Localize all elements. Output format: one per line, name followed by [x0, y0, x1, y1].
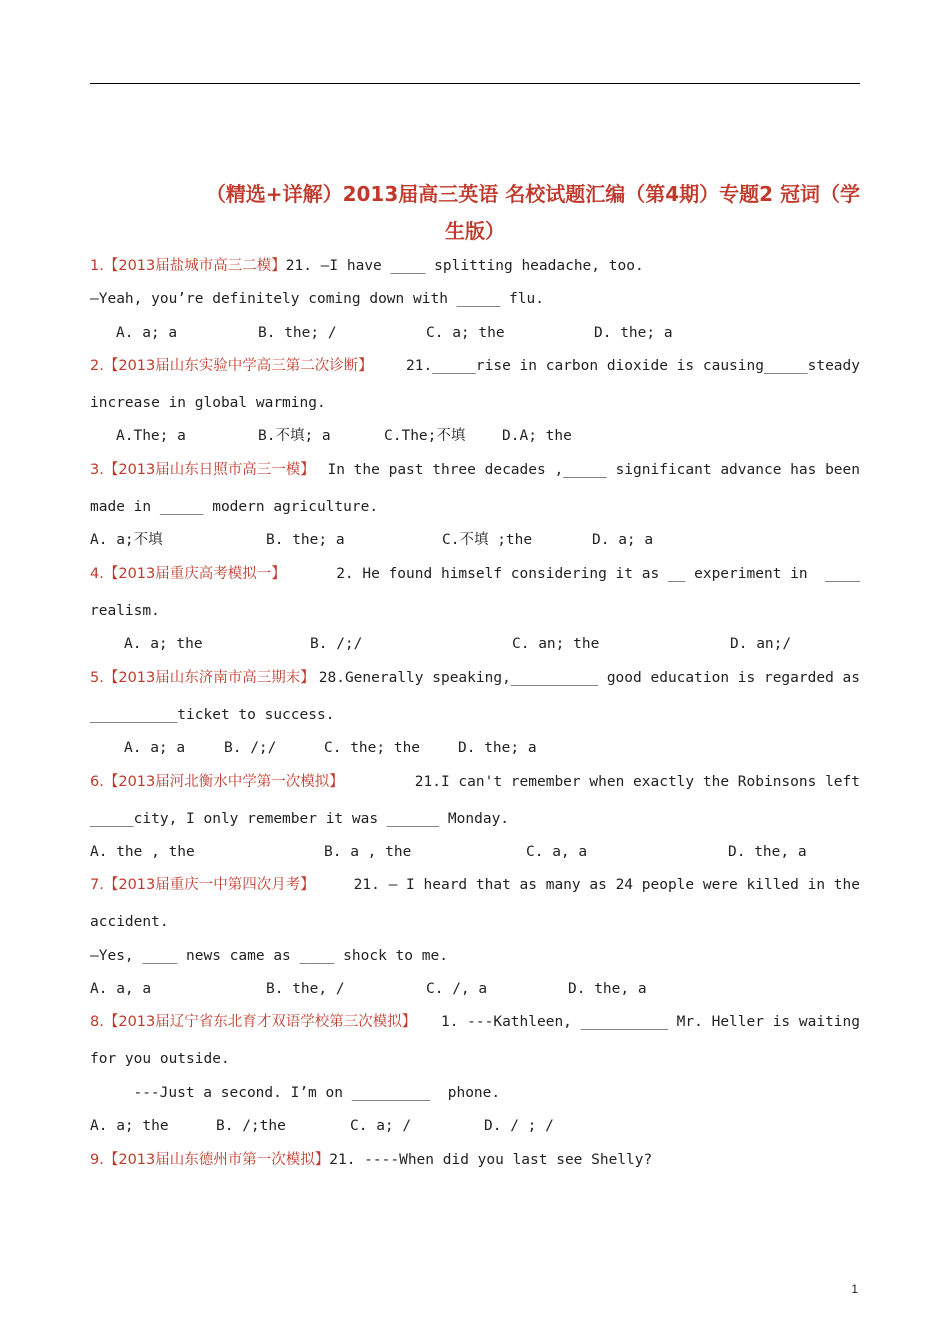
question-number: 8.: [90, 1014, 104, 1030]
question-3-line2: made in _____ modern agriculture.: [90, 499, 379, 515]
option-c: C. /, a: [426, 981, 488, 997]
question-5-line2: __________ticket to success.: [90, 707, 335, 723]
question-number: 5.: [90, 670, 104, 686]
option-b: B. the, /: [266, 981, 345, 997]
page-number: 1: [851, 1282, 858, 1296]
question-7-line3: —Yes, ____ news came as ____ shock to me.: [90, 948, 448, 964]
question-source: 【2013届重庆高考模拟一】: [103, 566, 286, 582]
question-6-stem: [90, 772, 860, 792]
question-source: 【2013届河北衡水中学第一次模拟】: [103, 774, 344, 790]
question-8-stem: [90, 1012, 860, 1032]
question-text: 21._____rise in carbon dioxide is causing_____steady: [406, 358, 860, 374]
option-a: A. a;不填: [90, 532, 163, 548]
question-number: 1.: [90, 258, 104, 274]
option-d: D. the; a: [458, 740, 537, 756]
question-8-line2: for you outside.: [90, 1051, 230, 1067]
option-c: C. a; the: [426, 325, 505, 341]
option-d: D. / ; /: [484, 1118, 554, 1134]
question-number: 6.: [90, 774, 104, 790]
question-text: 2. He found himself considering it as __ experiment in ____: [336, 566, 860, 582]
option-c: C.不填 ;the: [442, 532, 533, 548]
question-text: 21. — I heard that as many as 24 people were killed in the: [353, 877, 860, 893]
option-a: A. a; a: [116, 325, 178, 341]
question-number: 3.: [90, 462, 104, 478]
option-b: B. /;/: [310, 636, 363, 652]
question-text: 21. ----When did you last see Shelly?: [329, 1152, 653, 1168]
question-source: 【2013届辽宁省东北育才双语学校第三次模拟】: [103, 1014, 417, 1030]
option-c: C. a; /: [350, 1118, 412, 1134]
option-c: C.The;不填: [384, 428, 466, 444]
option-b: B.不填; a: [258, 428, 331, 444]
question-1-stem: [90, 256, 860, 276]
page-title-line2: 生版）: [445, 219, 505, 243]
option-d: D. the; a: [594, 325, 673, 341]
question-1-line2: —Yeah, you’re definitely coming down with _____ flu.: [90, 291, 544, 307]
question-6-options: [90, 842, 850, 862]
option-a: A. a; the: [124, 636, 203, 652]
question-7-options: [90, 979, 690, 999]
question-2-options: [116, 426, 676, 446]
option-a: A.The; a: [116, 428, 186, 444]
page-title-line1: （精选+详解）2013届高三英语 名校试题汇编（第4期）专题2 冠词（学: [205, 182, 860, 206]
option-b: B. /;the: [216, 1118, 286, 1134]
question-3-options: [90, 530, 690, 550]
option-d: D. the, a: [728, 844, 807, 860]
question-2-line2: increase in global warming.: [90, 395, 326, 411]
question-source: 【2013届重庆一中第四次月考】: [103, 877, 315, 893]
question-5-options: [124, 738, 624, 758]
option-a: A. the , the: [90, 844, 195, 860]
question-8-options: [90, 1116, 590, 1136]
question-number: 4.: [90, 566, 104, 582]
option-d: D. an;/: [730, 636, 792, 652]
option-d: D. a; a: [592, 532, 654, 548]
question-1-options: [116, 323, 676, 343]
question-2-stem: [90, 356, 860, 376]
question-4-line2: realism.: [90, 603, 160, 619]
option-c: C. the; the: [324, 740, 421, 756]
option-c: C. a, a: [526, 844, 588, 860]
option-a: A. a; a: [124, 740, 186, 756]
option-c: C. an; the: [512, 636, 600, 652]
question-number: 9.: [90, 1152, 104, 1168]
question-5-stem: [90, 668, 860, 688]
question-text: 28.Generally speaking,__________ good education is regarded as: [318, 670, 860, 686]
option-b: B. the; /: [258, 325, 337, 341]
option-a: A. a; the: [90, 1118, 169, 1134]
option-b: B. /;/: [224, 740, 277, 756]
question-text: 21.I can't remember when exactly the Robinsons left: [414, 774, 860, 790]
question-text: 21. —I have ____ splitting headache, too.: [285, 258, 644, 274]
question-number: 7.: [90, 877, 104, 893]
option-d: D. the, a: [568, 981, 647, 997]
question-text: 1. ---Kathleen, __________ Mr. Heller is waiting: [440, 1014, 860, 1030]
question-source: 【2013届山东济南市高三期末】: [103, 670, 315, 686]
question-3-stem: [90, 460, 860, 480]
question-4-stem: [90, 564, 860, 584]
option-d: D.A; the: [502, 428, 572, 444]
question-4-options: [124, 634, 824, 654]
question-8-line3: ---Just a second. I’m on _________ phone.: [116, 1085, 501, 1101]
question-number: 2.: [90, 358, 104, 374]
header-rule: [90, 83, 860, 84]
option-b: B. a , the: [324, 844, 412, 860]
question-7-stem: [90, 875, 860, 895]
question-source: 【2013届盐城市高三二模】: [103, 258, 286, 274]
option-b: B. the; a: [266, 532, 345, 548]
option-a: A. a, a: [90, 981, 152, 997]
question-9-stem: [90, 1150, 860, 1170]
question-6-line2: _____city, I only remember it was ______ Monday.: [90, 811, 510, 827]
question-source: 【2013届山东日照市高三一模】: [103, 462, 315, 478]
question-source: 【2013届山东德州市第一次模拟】: [103, 1152, 330, 1168]
question-text: In the past three decades ,_____ significant advance has been: [327, 462, 860, 478]
question-7-line2: accident.: [90, 914, 169, 930]
question-source: 【2013届山东实验中学高三第二次诊断】: [103, 358, 373, 374]
